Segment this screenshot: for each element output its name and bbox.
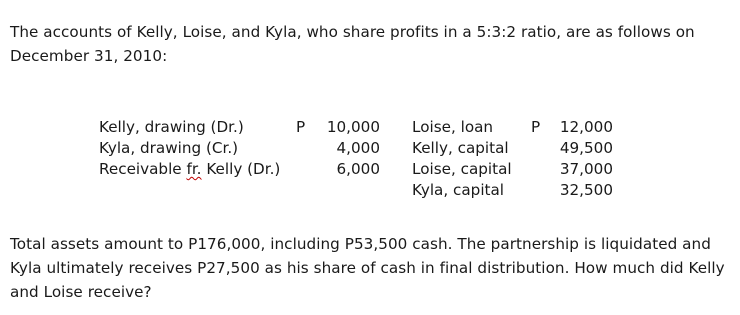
- question-paragraph: [10, 232, 732, 304]
- amount-value: 49,500: [559, 139, 613, 157]
- amount-value: 12,000: [559, 118, 613, 136]
- intro-line: December 31, 2010:: [10, 47, 168, 65]
- amount-value: 10,000: [326, 118, 380, 136]
- intro-paragraph: [10, 20, 732, 68]
- account-label: Kyla, capital: [412, 181, 505, 199]
- amount-row: [531, 138, 613, 159]
- amount-row: [296, 117, 380, 138]
- currency-symbol: P: [296, 118, 306, 136]
- right-account-amounts: [531, 117, 613, 201]
- question-line: Kyla ultimately receives P27,500 as his share of cash in final distribution. How much did Kelly: [10, 259, 725, 277]
- account-label: Kelly, drawing (Dr.): [99, 118, 244, 136]
- amount-row: [296, 138, 380, 159]
- amount-row: [531, 117, 613, 138]
- question-line: Total assets amount to P176,000, including P53,500 cash. The partnership is liquidated and: [10, 235, 711, 253]
- spellcheck-flagged-word: fr.: [186, 160, 202, 178]
- account-label-part: Kelly (Dr.): [201, 160, 281, 178]
- amount-value: 4,000: [336, 139, 380, 157]
- account-label: Loise, loan: [412, 118, 494, 136]
- account-label: Kelly, capital: [412, 139, 509, 157]
- left-account-amounts: [296, 117, 380, 180]
- question-line: and Loise receive?: [10, 283, 152, 301]
- intro-line: The accounts of Kelly, Loise, and Kyla, who share profits in a 5:3:2 ratio, are as follows on: [10, 23, 695, 41]
- account-label: Kyla, drawing (Cr.): [99, 139, 239, 157]
- amount-row: [296, 159, 380, 180]
- right-account-labels: [412, 117, 512, 201]
- amount-value: 37,000: [559, 160, 613, 178]
- left-account-labels: [99, 117, 280, 180]
- amount-value: 6,000: [336, 160, 380, 178]
- account-label-part: Receivable: [99, 160, 187, 178]
- amount-row: [531, 159, 613, 180]
- currency-symbol: P: [531, 118, 541, 136]
- account-label: [99, 159, 280, 180]
- amount-value: 32,500: [559, 181, 613, 199]
- amount-row: [531, 180, 613, 201]
- account-label: Loise, capital: [412, 160, 512, 178]
